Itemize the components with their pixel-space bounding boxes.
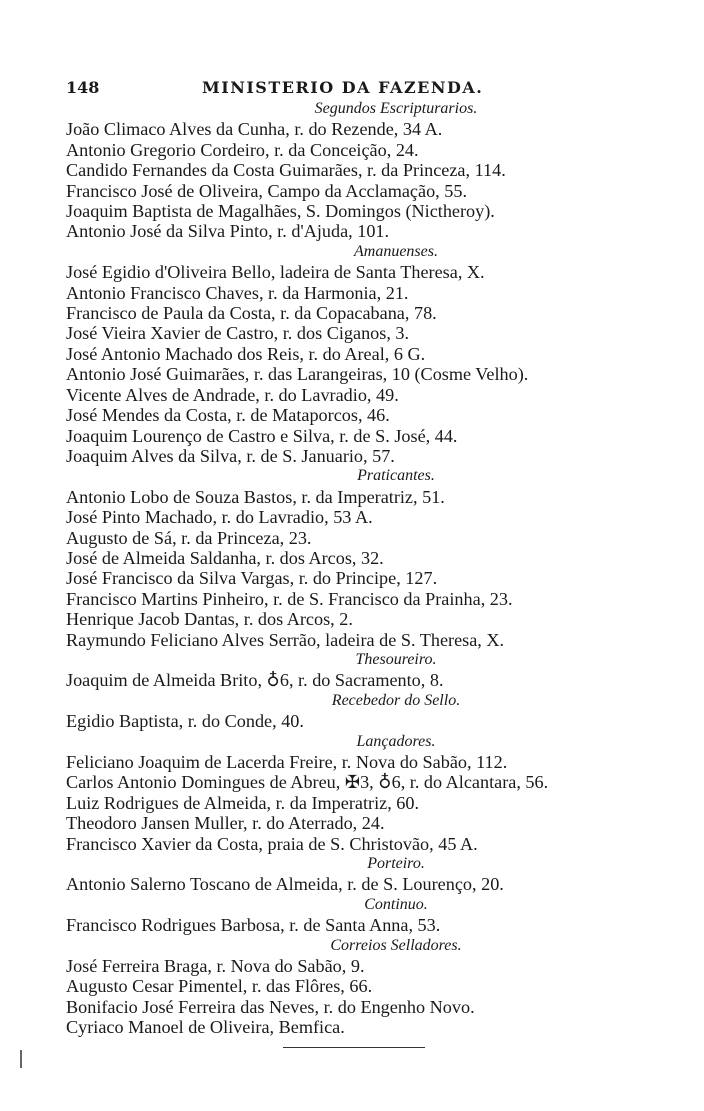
section: [66, 691, 686, 732]
directory-entry: Luiz Rodrigues de Almeida, r. da Imperatriz, 60.: [66, 792, 420, 813]
directory-listing: [66, 99, 686, 1038]
directory-entry: Cyriaco Manoel de Oliveira, Bemfica.: [66, 1017, 345, 1038]
section: [66, 895, 686, 936]
section-title: Porteiro.: [367, 855, 425, 873]
directory-entry: José Antonio Machado dos Reis, r. do Areal, 6 G.: [66, 343, 426, 364]
section: [66, 936, 686, 1038]
section-title: Amanuenses.: [354, 242, 438, 260]
page-number: 148: [66, 78, 100, 97]
running-head: MINISTERIO DA FAZENDA.: [202, 78, 484, 97]
directory-entry: Vicente Alves de Andrade, r. do Lavradio, 49.: [66, 384, 399, 405]
directory-entry: Joaquim Baptista de Magalhães, S. Domingos (Nictheroy).: [66, 201, 495, 222]
directory-entry: Joaquim Alves da Silva, r. de S. Januario, 57.: [66, 445, 395, 466]
page-header: [66, 78, 626, 100]
directory-entry: Theodoro Jansen Muller, r. do Aterrado, 24.: [66, 813, 385, 834]
directory-entry: José Francisco da Silva Vargas, r. do Principe, 127.: [66, 568, 438, 589]
directory-entry: Antonio Gregorio Cordeiro, r. da Conceição, 24.: [66, 139, 419, 160]
directory-entry: Antonio Lobo de Souza Bastos, r. da Imperatriz, 51.: [66, 486, 445, 507]
section-title: Continuo.: [364, 895, 428, 913]
directory-entry: José Pinto Machado, r. do Lavradio, 53 A.: [66, 507, 373, 528]
section: [66, 242, 686, 466]
section-title: Thesoureiro.: [355, 650, 437, 668]
directory-entry: Antonio Salerno Toscano de Almeida, r. de S. Lourenço, 20.: [66, 874, 504, 895]
section-title: Correios Selladores.: [330, 936, 462, 954]
directory-entry: Joaquim Lourenço de Castro e Silva, r. de S. José, 44.: [66, 425, 458, 446]
directory-entry: Augusto de Sá, r. da Princeza, 23.: [66, 527, 312, 548]
directory-entry: João Climaco Alves da Cunha, r. do Rezende, 34 A.: [66, 119, 443, 140]
end-rule: [283, 1047, 425, 1048]
section: [66, 99, 686, 242]
directory-entry: Francisco de Paula da Costa, r. da Copacabana, 78.: [66, 303, 437, 324]
directory-entry: Raymundo Feliciano Alves Serrão, ladeira de S. Theresa, X.: [66, 629, 505, 650]
section: [66, 854, 686, 895]
directory-entry: Feliciano Joaquim de Lacerda Freire, r. Nova do Sabão, 112.: [66, 752, 508, 772]
section: [66, 466, 686, 650]
section: [66, 732, 686, 854]
directory-entry: Antonio José Guimarães, r. das Larangeiras, 10 (Cosme Velho).: [66, 364, 529, 385]
directory-entry: José Ferreira Braga, r. Nova do Sabão, 9.: [66, 956, 365, 977]
directory-entry: Francisco José de Oliveira, Campo da Acclamação, 55.: [66, 180, 468, 201]
directory-entry: Bonifacio José Ferreira das Neves, r. do Engenho Novo.: [66, 996, 475, 1017]
directory-entry: Candido Fernandes da Costa Guimarães, r. da Princeza, 114.: [66, 160, 506, 181]
section-title: Recebedor do Sello.: [331, 691, 461, 709]
directory-entry: José Egidio d'Oliveira Bello, ladeira de Santa Theresa, X.: [66, 262, 485, 283]
section-title: Praticantes.: [357, 467, 435, 485]
directory-entry: José Vieira Xavier de Castro, r. dos Ciganos, 3.: [66, 323, 410, 344]
directory-entry: Francisco Martins Pinheiro, r. de S. Francisco da Prainha, 23.: [66, 588, 513, 609]
section-title: Segundos Escripturarios.: [314, 100, 478, 117]
directory-entry: Francisco Xavier da Costa, praia de S. Christovão, 45 A.: [66, 833, 478, 854]
directory-entry: José Mendes da Costa, r. de Mataporcos, 46.: [66, 405, 390, 426]
directory-entry: Egidio Baptista, r. do Conde, 40.: [66, 711, 304, 732]
directory-entry: Francisco Rodrigues Barbosa, r. de Santa Anna, 53.: [66, 915, 441, 936]
section-title: Lançadores.: [356, 732, 436, 750]
section: [66, 650, 686, 691]
directory-entry: Henrique Jacob Dantas, r. dos Arcos, 2.: [66, 609, 353, 630]
directory-entry: Augusto Cesar Pimentel, r. das Flôres, 66.: [66, 976, 373, 997]
directory-entry: Antonio Francisco Chaves, r. da Harmonia, 21.: [66, 282, 409, 303]
directory-entry: Carlos Antonio Domingues de Abreu, ✠3, ♁6, r. do Alcantara, 56.: [66, 772, 549, 793]
margin-mark: [20, 1050, 22, 1068]
directory-entry: Antonio José da Silva Pinto, r. d'Ajuda, 101.: [66, 221, 390, 242]
directory-entry: José de Almeida Saldanha, r. dos Arcos, 32.: [66, 547, 384, 568]
directory-entry: Joaquim de Almeida Brito, ♁6, r. do Sacramento, 8.: [66, 670, 444, 691]
